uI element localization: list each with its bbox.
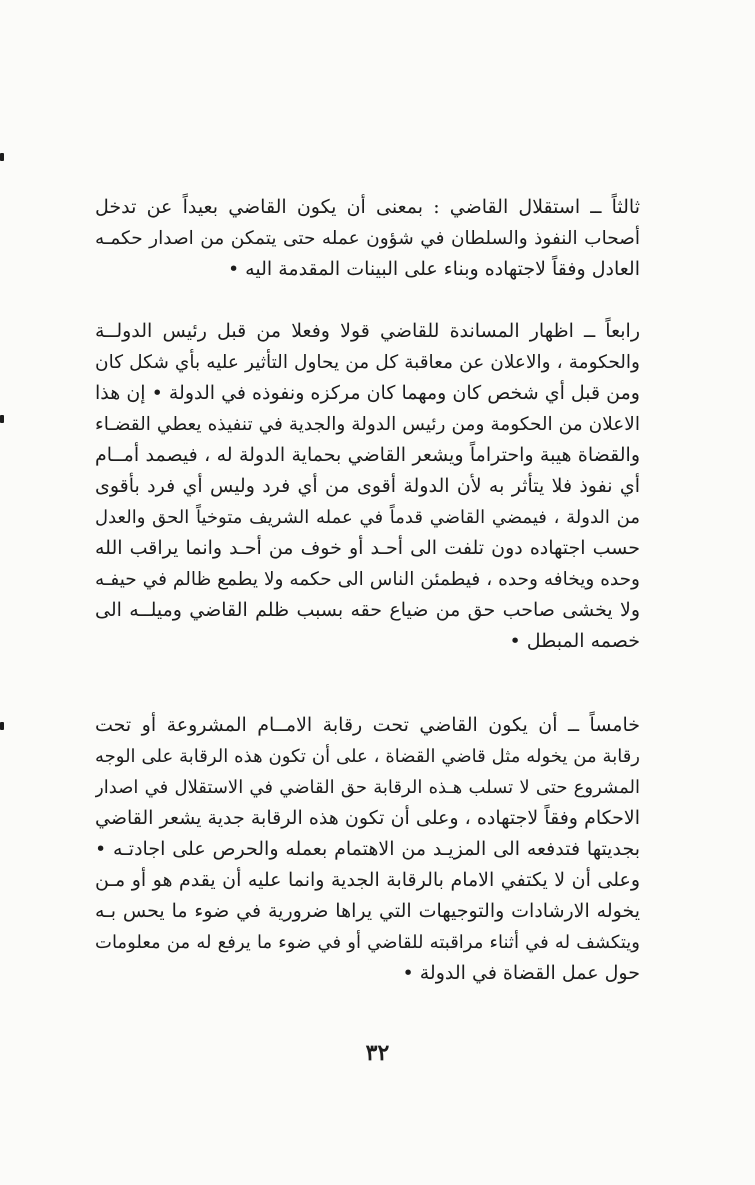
text-line: رقابة من يخوله مثل قاضي القضاة ، على أن تكون هذه الرقابة على الوجه [95, 746, 640, 767]
text-line: ثالثاً ــ استقلال القاضي : بمعنى أن يكون القاضي بعيداً عن تدخل [95, 196, 640, 218]
text-line: والحكومة ، والاعلان عن معاقبة كل من يحاول التأثير عليه بأي شكل كان [95, 352, 640, 373]
text-line: خصمه المبطل • [509, 630, 640, 652]
paragraph-third-judge-independence [95, 192, 640, 285]
text-line: من الدولة ، فيمضي القاضي قدماً في عمله الشريف متوخياً الحق والعدل [95, 507, 640, 528]
text-line: وعلى أن لا يكتفي الامام بالرقابة الجدية وانما عليه أن يقدم هو أو مـن [95, 869, 640, 891]
text-line: حول عمل القضاة في الدولة • [402, 962, 640, 984]
text-line: أي نفوذ فلا يتأثر به لأن الدولة أقوى من أي فرد وليس أي فرد بأقوى [95, 475, 640, 497]
text-line: ومن قبل أي شخص كان ومهما كان مركزه ونفوذه في الدولة • إن هذا [95, 382, 640, 404]
paragraph-fourth-state-support [95, 316, 640, 657]
paragraph-fifth-imam-oversight [95, 710, 640, 989]
text-line: الاحكام وفقاً لاجتهاده ، وعلى أن تكون هذه الرقابة جدية يشعر القاضي [95, 807, 640, 829]
text-line: رابعاً ــ اظهار المساندة للقاضي قولا وفعلا من قبل رئيس الدولــة [95, 320, 640, 342]
margin-mark [0, 153, 4, 161]
text-line: يخوله الارشادات والتوجيهات التي يراها ضرورية في ضوء ما يحس بـه [95, 900, 640, 922]
text-line: أصحاب النفوذ والسلطان في شؤون عمله حتى يتمكن من اصدار حكمـه [95, 228, 640, 249]
text-line: المشروع حتى لا تسلب هـذه الرقابة حق القاضي في الاستقلال في اصدار [95, 777, 640, 798]
text-line: بجديتها فتدفعه الى المزيـد من الاهتمام بعمله والحرص على اجادتـه • [95, 838, 640, 860]
text-line: ويتكشف له في أثناء مراقبته للقاضي أو في ضوء ما يرفع له من معلومات [95, 932, 640, 953]
text-line: ولا يخشى صاحب حق من ضياع حقه بسبب ظلم القاضي وميلــه الى [95, 599, 640, 621]
text-line: والقضاة هيبة واحتراماً ويشعر القاضي بحماية الدولة له ، فيصمد أمــام [95, 444, 640, 466]
margin-mark [0, 722, 4, 730]
text-line: حسب اجتهاده دون تلفت الى أحـد أو خوف من أحـد وانما يراقب الله [95, 537, 640, 559]
text-line: وحده ويخافه وحده ، فيطمئن الناس الى حكمه ولا يطمع ظالم في حيفـه [95, 569, 640, 590]
page-number: ٣٢ [365, 1040, 390, 1066]
text-line: العادل وفقاً لاجتهاده وبناء على البينات المقدمة اليه • [227, 258, 640, 280]
margin-mark [0, 415, 4, 423]
text-line: خامساً ــ أن يكون القاضي تحت رقابة الامــام المشروعة أو تحت [95, 714, 640, 736]
text-line: الاعلان من الحكومة ومن رئيس الدولة والجدية في تنفيذه يعطي القضـاء [95, 414, 640, 435]
